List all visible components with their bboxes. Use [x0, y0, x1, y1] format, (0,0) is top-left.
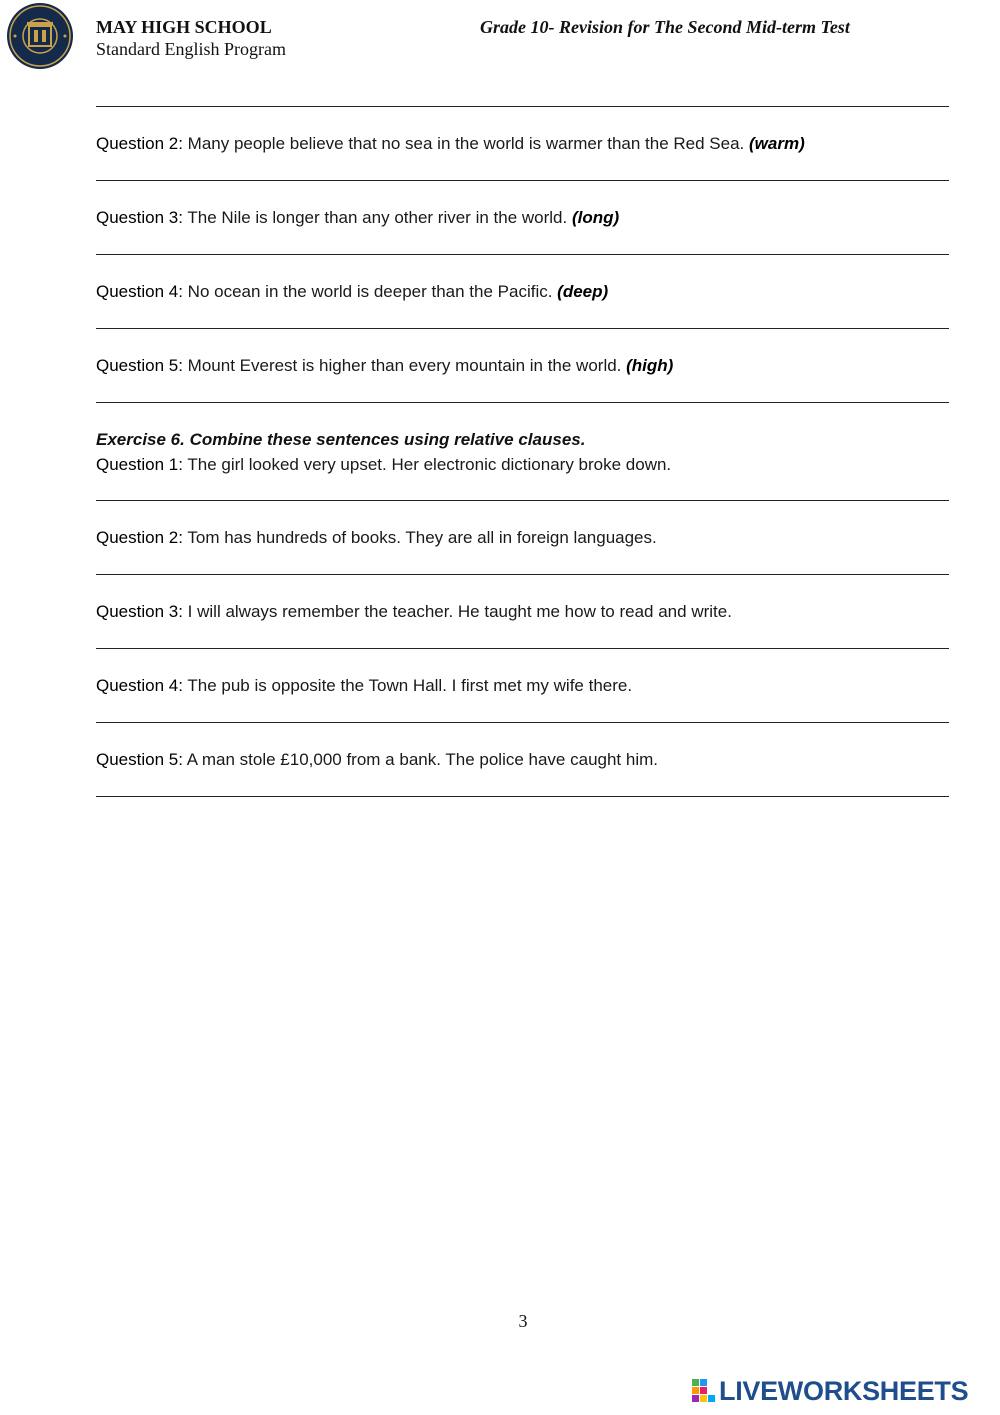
answer-line[interactable]: [96, 722, 949, 723]
question-label: Question 4:: [96, 282, 183, 301]
question-text: I will always remember the teacher. He taught me how to read and write.: [182, 602, 732, 621]
question-text: No ocean in the world is deeper than the Pacific.: [182, 282, 558, 301]
question-item: [96, 528, 657, 548]
school-logo-icon: [3, 2, 77, 70]
question-label: Question 4:: [96, 676, 183, 695]
question-item: [96, 282, 608, 302]
exercise-6-title: Exercise 6. Combine these sentences using relative clauses.: [96, 430, 586, 449]
question-text: Many people believe that no sea in the world is warmer than the Red Sea.: [182, 134, 749, 153]
liveworksheets-blocks-icon: [692, 1379, 716, 1403]
question-item: [96, 750, 658, 770]
question-item: [96, 676, 632, 696]
question-item: [96, 356, 673, 376]
question-item: [96, 208, 619, 228]
question-label: Question 1:: [96, 455, 183, 474]
question-label: Question 3:: [96, 602, 183, 621]
program-name: Standard English Program: [96, 39, 286, 59]
question-text: The pub is opposite the Town Hall. I first met my wife there.: [182, 676, 633, 695]
question-item: [96, 455, 671, 475]
question-label: Question 5:: [96, 356, 183, 375]
question-hint: (warm): [749, 134, 805, 153]
question-hint: (high): [626, 356, 674, 375]
question-text: The Nile is longer than any other river in the world.: [182, 208, 572, 227]
school-name: MAY HIGH SCHOOL: [96, 17, 272, 37]
answer-line[interactable]: [96, 328, 949, 329]
question-label: Question 2:: [96, 134, 183, 153]
page-number: 3: [518, 1311, 528, 1331]
question-hint: (deep): [557, 282, 609, 301]
question-text: Mount Everest is higher than every mountain in the world.: [182, 356, 627, 375]
answer-line[interactable]: [96, 796, 949, 797]
answer-line[interactable]: [96, 574, 949, 575]
question-label: Question 3:: [96, 208, 183, 227]
question-label: Question 2:: [96, 528, 183, 547]
answer-line[interactable]: [96, 500, 949, 501]
question-hint: (long): [571, 208, 620, 227]
document-title: Grade 10- Revision for The Second Mid-term Test: [480, 17, 850, 37]
question-text: A man stole £10,000 from a bank. The police have caught him.: [182, 750, 658, 769]
answer-line[interactable]: [96, 402, 949, 403]
answer-line[interactable]: [96, 648, 949, 649]
question-item: [96, 134, 805, 154]
liveworksheets-logo[interactable]: [692, 1376, 968, 1406]
answer-line[interactable]: [96, 180, 949, 181]
liveworksheets-brand-text: LIVEWORKSHEETS: [719, 1375, 969, 1406]
question-text: Tom has hundreds of books. They are all in foreign languages.: [182, 528, 657, 547]
question-item: [96, 602, 732, 622]
answer-line[interactable]: [96, 106, 949, 107]
answer-line[interactable]: [96, 254, 949, 255]
question-label: Question 5:: [96, 750, 183, 769]
question-text: The girl looked very upset. Her electronic dictionary broke down.: [182, 455, 672, 474]
